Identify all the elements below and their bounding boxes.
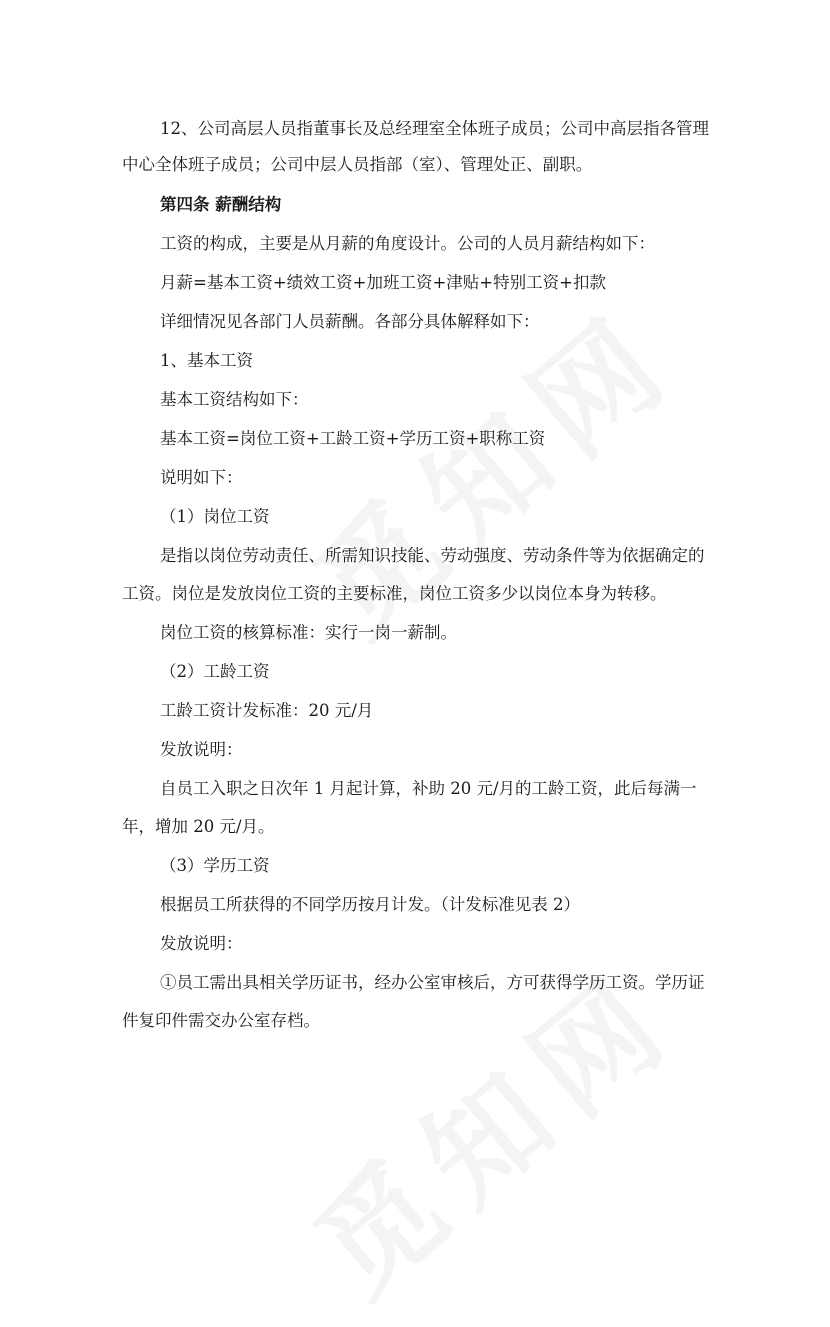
base-salary-structure-label: 基本工资结构如下： bbox=[160, 390, 309, 409]
paragraph-12-line1: 12、公司高层人员指董事长及总经理室全体班子成员；公司中高层指各管理 bbox=[160, 119, 709, 138]
monthly-salary-formula: 月薪=基本工资+绩效工资+加班工资+津贴+特别工资+扣款 bbox=[160, 273, 606, 292]
education-rule-line1: ①员工需出具相关学历证书，经办公室审核后，方可获得学历工资。学历证 bbox=[160, 973, 705, 992]
salary-composition-intro: 工资的构成，主要是从月薪的角度设计。公司的人员月薪结构如下： bbox=[160, 234, 655, 253]
subheading-seniority-salary: （2）工龄工资 bbox=[160, 662, 270, 681]
paragraph-12-line2: 中心全体班子成员；公司中层人员指部（室）、管理处正、副职。 bbox=[122, 155, 593, 174]
payment-note-label-1: 发放说明： bbox=[160, 740, 243, 759]
seniority-salary-standard: 工龄工资计发标准：20 元/月 bbox=[160, 701, 374, 720]
seniority-rule-line1: 自员工入职之日次年 1 月起计算，补助 20 元/月的工龄工资，此后每满一 bbox=[160, 779, 697, 798]
details-note: 详细情况见各部门人员薪酬。各部分具体解释如下： bbox=[160, 312, 540, 331]
payment-note-label-2: 发放说明： bbox=[160, 934, 243, 953]
explanation-label: 说明如下： bbox=[160, 468, 243, 487]
position-salary-def-line1: 是指以岗位劳动责任、所需知识技能、劳动强度、劳动条件等为依据确定的 bbox=[160, 546, 705, 565]
position-salary-standard: 岗位工资的核算标准：实行一岗一薪制。 bbox=[160, 623, 457, 642]
position-salary-def-line2: 工资。岗位是发放岗位工资的主要标准，岗位工资多少以岗位本身为转移。 bbox=[122, 584, 667, 603]
base-salary-formula: 基本工资=岗位工资+工龄工资+学历工资+职称工资 bbox=[160, 429, 546, 448]
subheading-position-salary: （1）岗位工资 bbox=[160, 507, 270, 526]
education-salary-standard: 根据员工所获得的不同学历按月计发。（计发标准见表 2） bbox=[160, 895, 580, 914]
seniority-rule-line2: 年，增加 20 元/月。 bbox=[122, 817, 275, 836]
subheading-base-salary: 1、基本工资 bbox=[160, 351, 253, 370]
subheading-education-salary: （3）学历工资 bbox=[160, 856, 270, 875]
education-rule-line2: 件复印件需交办公室存档。 bbox=[122, 1011, 320, 1030]
section-heading-article-4: 第四条 薪酬结构 bbox=[160, 195, 282, 214]
